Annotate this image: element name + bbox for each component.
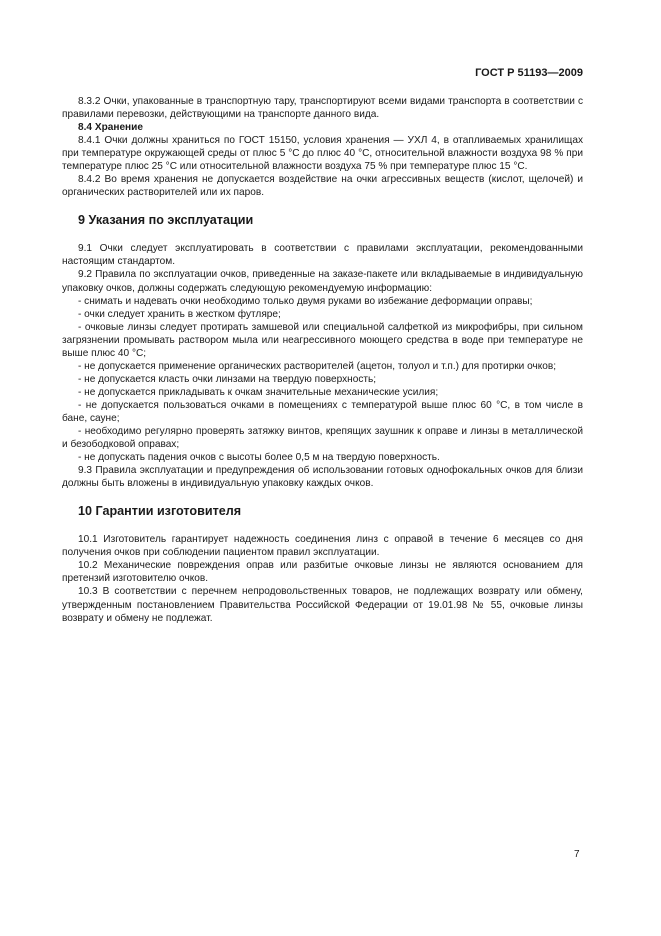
list-item: - снимать и надевать очки необходимо только двумя руками во избежание деформации оправы;: [78, 295, 533, 307]
list-item: - не допускается класть очки линзами на твердую поверхность;: [78, 373, 377, 385]
paragraph-10-2: 10.2 Механические повреждения оправ или разбитые очковые линзы не являются основанием для претензий изготовителю очков.: [62, 560, 583, 585]
list-item: - не допускается прикладывать к очкам значительные механические усилия;: [78, 386, 439, 398]
paragraph-10-3: 10.3 В соответствии с перечнем непродовольственных товаров, не подлежащих возврату или обмену, утвержденным постановлением Правительства Российской Федерации от 19.01.98 № 55, очковые линзы возврату и обмену не подлежат.: [62, 586, 583, 624]
list-item: - не допускается пользоваться очками в помещениях с температурой выше плюс 60 °С, в том числе в бане, сауне;: [62, 399, 583, 424]
paragraph-8-3-2: 8.3.2 Очки, упакованные в транспортную тару, транспортируют всеми видами транспорта в соответствии с правилами перевозки, действующими на транспорте данного вида.: [62, 96, 583, 121]
paragraph-9-3: 9.3 Правила эксплуатации и предупреждения об использовании готовых однофокальных очков для близи должны быть вложены в индивидуальную упаковку каждых очков.: [62, 465, 583, 490]
paragraph-9-1: 9.1 Очки следует эксплуатировать в соответствии с правилами эксплуатации, рекомендованными настоящим стандартом.: [62, 243, 583, 268]
document-body: [62, 95, 583, 625]
list-item: - необходимо регулярно проверять затяжку винтов, крепящих заушник к оправе и линзы в металлической и безободковой оправах;: [62, 426, 583, 451]
paragraph-8-4-2: 8.4.2 Во время хранения не допускается воздействие на очки агрессивных веществ (кислот, щелочей) и органических растворителей или их паров.: [62, 174, 583, 199]
list-item: - очки следует хранить в жестком футляре;: [78, 308, 281, 320]
section-10-heading: 10 Гарантии изготовителя: [78, 504, 242, 519]
document-code: ГОСТ Р 51193—2009: [475, 67, 583, 79]
subheading-storage: 8.4 Хранение: [78, 122, 143, 134]
paragraph-8-4-1: 8.4.1 Очки должны храниться по ГОСТ 15150, условия хранения — УХЛ 4, в отапливаемых хранилищах при температуре окружающей среды от плюс 5 °С до плюс 40 °С, относительной влажности воздуха 98 % при температуре плюс 25 °С или относительной влажности воздуха 75 % при температуре плюс 15 °С.: [62, 135, 583, 173]
section-9-heading: 9 Указания по эксплуатации: [78, 213, 254, 228]
list-item: - не допускать падения очков с высоты более 0,5 м на твердую поверхность.: [78, 452, 440, 464]
paragraph-9-2: 9.2 Правила по эксплуатации очков, приведенные на заказе-пакете или вкладываемые в индивидуальную упаковку очков, должны содержать следующую рекомендуемую информацию:: [62, 269, 583, 294]
list-item: - не допускается применение органических растворителей (ацетон, толуол и т.п.) для протирки очков;: [78, 360, 557, 372]
page-number: 7: [574, 849, 580, 860]
list-item: - очковые линзы следует протирать замшевой или специальной салфеткой из микрофибры, при сильном загрязнении промывать раствором мыла или неагрессивного моющего средства в воде при температуре не выше плюс 40 °С;: [62, 321, 583, 359]
paragraph-10-1: 10.1 Изготовитель гарантирует надежность соединения линз с оправой в течение 6 месяцев со дня получения очков при соблюдении пациентом правил эксплуатации.: [62, 534, 583, 559]
